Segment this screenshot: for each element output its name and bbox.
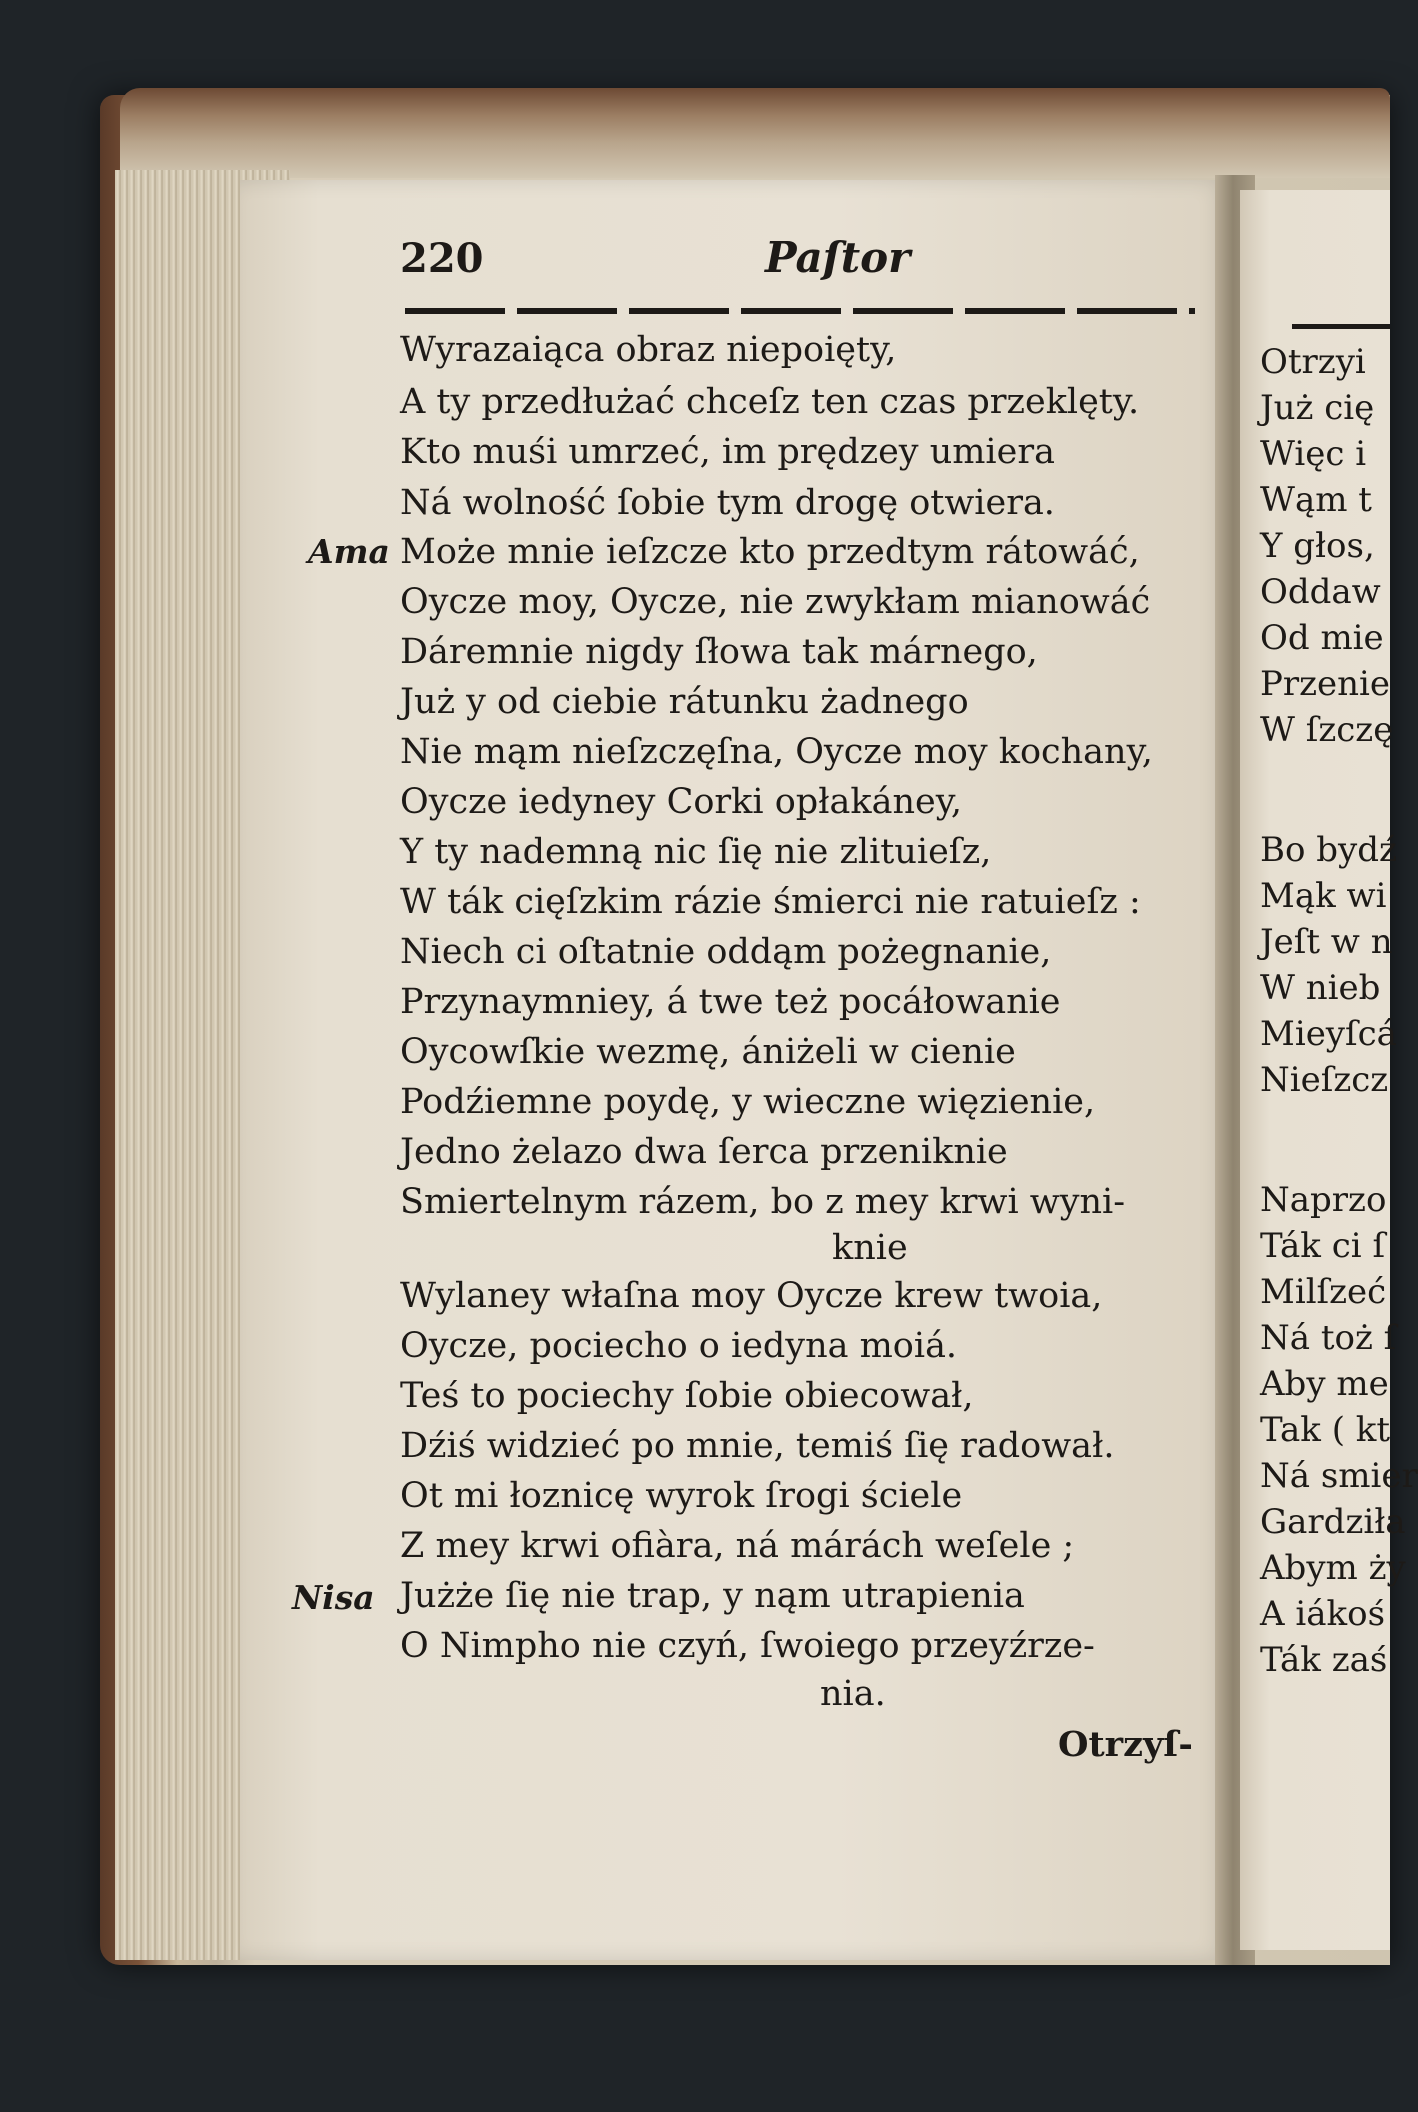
right-line: Nieſzcz	[1260, 1060, 1389, 1100]
right-line: Ná toż ſ	[1260, 1318, 1397, 1358]
right-page-clip	[1240, 190, 1418, 1950]
speaker-nisa: Nisa	[292, 1578, 375, 1617]
verse-line: Kto muśi umrzeć, im prędzey umiera	[400, 432, 1055, 472]
right-line: W ſzczę	[1260, 710, 1394, 750]
right-line: W nieb	[1260, 968, 1381, 1008]
right-line: Bo bydź	[1260, 830, 1397, 870]
running-head: Paſtor	[765, 233, 911, 282]
verse-line: Jedno żelazo dwa ſerca przeniknie	[400, 1132, 1008, 1172]
right-line: Mąk wi	[1260, 876, 1387, 916]
verse-line: O Nimpho nie czyń, ſwoiego przeyźrze-	[400, 1626, 1095, 1666]
right-line: Naprzo	[1260, 1180, 1387, 1220]
verse-line: Dźiś widzieć po mnie, temiś ſię radował.	[400, 1426, 1115, 1466]
right-line: Milſzeć	[1260, 1272, 1387, 1312]
verse-line: Z mey krwi ofiàra, ná márách weſele ;	[400, 1526, 1075, 1566]
verse-line: A ty przedłużać chceſz ten czas przeklęty.	[400, 382, 1140, 422]
right-line: A iákoś	[1260, 1594, 1386, 1634]
right-line: Jeſt w n	[1260, 922, 1393, 962]
verse-line: Przynaymniey, á twe też pocáłowanie	[400, 982, 1061, 1022]
right-line: Otrzyi	[1260, 342, 1366, 382]
speaker-ama: Ama	[308, 532, 390, 571]
verse-line: Jużże ſię nie trap, y nąm utrapienia	[400, 1576, 1025, 1616]
verse-line-turnover: nia.	[820, 1674, 886, 1714]
verse-line: Nie mąm nieſzczęſna, Oycze moy kochany,	[400, 732, 1153, 772]
right-line: Oddaw	[1260, 572, 1381, 612]
verse-line: W ták cięſzkim rázie śmierci nie ratuieſz :	[400, 882, 1141, 922]
right-line: Gardziła	[1260, 1502, 1406, 1542]
right-line: Przenie	[1260, 664, 1391, 704]
right-line: Y głos,	[1260, 526, 1375, 566]
verse-line: Ot mi łoznicę wyrok ſrogi ściele	[400, 1476, 963, 1516]
verse-line: Oycze moy, Oycze, nie zwykłam mianowáć	[400, 582, 1151, 622]
right-line: Ná smier	[1260, 1456, 1418, 1496]
right-line: Więc i	[1260, 434, 1367, 474]
verse-line: Smiertelnym rázem, bo z mey krwi wyni-	[400, 1182, 1126, 1222]
right-line: Ták ci ſ	[1260, 1226, 1386, 1266]
right-line: Ták zaś	[1260, 1640, 1388, 1680]
right-line: Od mie	[1260, 618, 1384, 658]
header-rule	[405, 308, 1195, 314]
book-top-edge	[120, 88, 1390, 178]
page-number: 220	[400, 235, 484, 282]
verse-line: Dáremnie nigdy ſłowa tak márnego,	[400, 632, 1038, 672]
verse-line: Oycowſkie wezmę, ániżeli w cienie	[400, 1032, 1016, 1072]
right-line: Abym ży	[1260, 1548, 1406, 1588]
verse-line: Wyrazaiąca obraz niepoięty,	[400, 330, 897, 370]
verse-line: Y ty nademną nic ſię nie zlituieſz,	[400, 832, 992, 872]
verse-line: Wylaney właſna moy Oycze krew twoia,	[400, 1276, 1103, 1316]
verse-line: Oycze, pociecho o iedyna moiá.	[400, 1326, 958, 1366]
verse-line: Już y od ciebie rátunku żadnego	[400, 682, 969, 722]
verse-line: Może mnie ieſzcze kto przedtym rátowáć,	[400, 532, 1140, 572]
right-line: Już cię	[1260, 388, 1375, 428]
right-line: Tak ( kt	[1260, 1410, 1391, 1450]
verse-line-turnover: knie	[832, 1228, 908, 1268]
right-line: Aby me	[1260, 1364, 1389, 1404]
verse-line: Niech ci oſtatnie oddąm pożegnanie,	[400, 932, 1052, 972]
right-line: Mieyſcá	[1260, 1014, 1397, 1054]
right-line: Wąm t	[1260, 480, 1372, 520]
verse-line: Podźiemne poydę, y wieczne więzienie,	[400, 1082, 1096, 1122]
catchword: Otrzyſ-	[1058, 1724, 1193, 1765]
verse-line: Teś to pociechy ſobie obiecował,	[400, 1376, 974, 1416]
verse-line: Ná wolność ſobie tym drogę otwiera.	[400, 483, 1055, 523]
verse-line: Oycze iedyney Corki opłakáney,	[400, 782, 962, 822]
